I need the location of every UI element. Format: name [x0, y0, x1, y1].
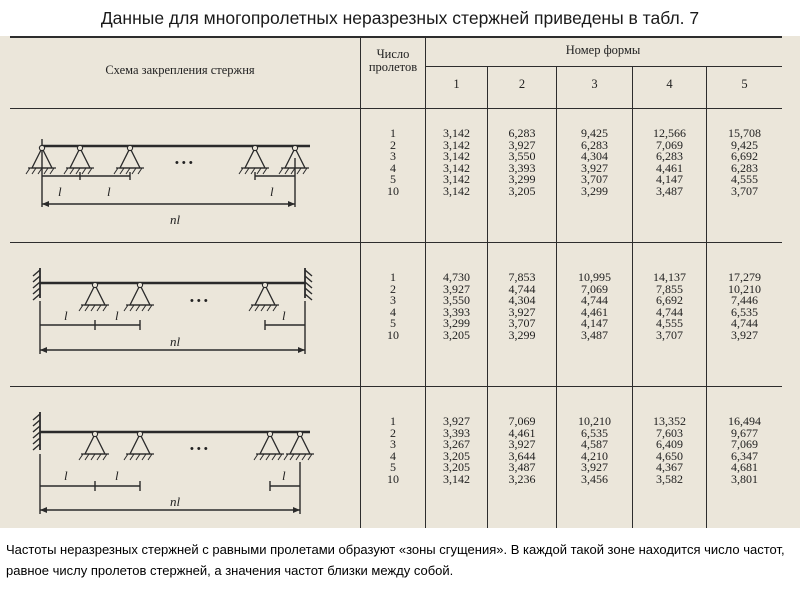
- pin-support: [239, 145, 269, 174]
- form-number-2: 2: [518, 77, 526, 91]
- beam-diagram-clamped-pinned: [20, 410, 350, 514]
- caption-text: Частоты неразрезных стержней с равными пролетами образуют «зоны сгущения». В каждой такой зоне находится число частот, равное числу пролетов стержней, а значения частот близки между собой.: [6, 542, 785, 578]
- frequency-column: 7,853 4,744 4,304 3,927 3,707 3,299: [508, 270, 536, 342]
- group-divider-1: [10, 242, 782, 243]
- frequency-column: 15,708 9,425 6,692 6,283 4,555 3,707: [728, 126, 761, 198]
- col-divider-2: [487, 66, 488, 528]
- form-number-5: 5: [741, 77, 748, 91]
- span-label: l: [282, 308, 286, 323]
- group-divider-2: [10, 386, 782, 387]
- frequency-column: 7,069 4,461 3,927 3,644 3,487 3,236: [508, 414, 536, 486]
- form-number-1: 1: [453, 77, 460, 91]
- pin-support: [79, 282, 109, 311]
- span-label: l: [115, 468, 119, 483]
- span-label: l: [282, 468, 286, 483]
- pin-support: [284, 431, 314, 460]
- pin-support: [124, 431, 154, 460]
- frequency-column: 3,927 3,393 3,267 3,205 3,205 3,142: [443, 414, 470, 486]
- total-length-label: nl: [170, 334, 181, 349]
- col-divider-3: [556, 66, 557, 528]
- frequency-column: 6,283 3,927 3,550 3,393 3,299 3,205: [508, 126, 536, 198]
- header-divider: [10, 108, 782, 109]
- form-number-3: 3: [591, 77, 598, 91]
- pin-support: [79, 431, 109, 460]
- col-divider-4: [632, 66, 633, 528]
- frequency-column: 13,352 7,603 6,409 4,650 4,367 3,582: [653, 414, 686, 486]
- frequency-column: 9,425 6,283 4,304 3,927 3,707 3,299: [581, 126, 608, 198]
- frequency-column: 3,142 3,142 3,142 3,142 3,142 3,142: [443, 126, 470, 198]
- frequency-column: 12,566 7,069 6,283 4,461 4,147 3,487: [653, 126, 686, 198]
- total-length-label: nl: [170, 494, 181, 509]
- form-number-4: 4: [666, 77, 673, 91]
- frequency-column: 17,279 10,210 7,446 6,535 4,744 3,927: [728, 270, 761, 342]
- span-label: l: [58, 184, 62, 199]
- pin-support: [64, 145, 94, 174]
- col-divider-scheme: [360, 36, 361, 528]
- col-divider-5: [706, 66, 707, 528]
- pin-support: [254, 431, 284, 460]
- beam-diagram-pinned: [20, 132, 350, 236]
- span-label: l: [107, 184, 111, 199]
- frequency-column: 10,995 7,069 4,744 4,461 4,147 3,487: [578, 270, 611, 342]
- span-label: l: [115, 308, 119, 323]
- ellipsis-dots: • • •: [190, 443, 208, 455]
- table-top-border: [10, 36, 782, 38]
- page-title: Данные для многопролетных неразрезных стержней приведены в табл. 7: [100, 8, 700, 28]
- header-form-number: Номер формы: [565, 43, 641, 57]
- spans-column: 1 2 3 4 5 10: [387, 414, 399, 486]
- span-label: l: [270, 184, 274, 199]
- frequency-column: 14,137 7,855 6,692 4,744 4,555 3,707: [653, 270, 686, 342]
- pin-support: [279, 145, 309, 174]
- frequency-column: 10,210 6,535 4,587 4,210 3,927 3,456: [578, 414, 611, 486]
- spans-column: 1 2 3 4 5 10: [387, 270, 399, 342]
- spans-column: 1 2 3 4 5 10: [387, 126, 399, 198]
- table-7-scan: [0, 36, 800, 528]
- span-label: l: [64, 308, 68, 323]
- pin-support: [124, 282, 154, 311]
- pin-support: [249, 282, 279, 311]
- col-divider-spans: [425, 36, 426, 528]
- header-spans: Число пролетов: [368, 47, 418, 75]
- beam-diagram-clamped: [20, 268, 350, 368]
- frequency-column: 4,730 3,927 3,550 3,393 3,299 3,205: [443, 270, 470, 342]
- frequency-column: 16,494 9,677 7,069 6,347 4,681 3,801: [728, 414, 761, 486]
- pin-support: [26, 145, 56, 174]
- pin-support: [114, 145, 144, 174]
- span-label: l: [64, 468, 68, 483]
- total-length-label: nl: [170, 212, 181, 227]
- ellipsis-dots: • • •: [175, 157, 193, 169]
- header-scheme: Схема закрепления стержня: [105, 63, 255, 77]
- ellipsis-dots: • • •: [190, 295, 208, 307]
- form-header-divider: [425, 66, 782, 67]
